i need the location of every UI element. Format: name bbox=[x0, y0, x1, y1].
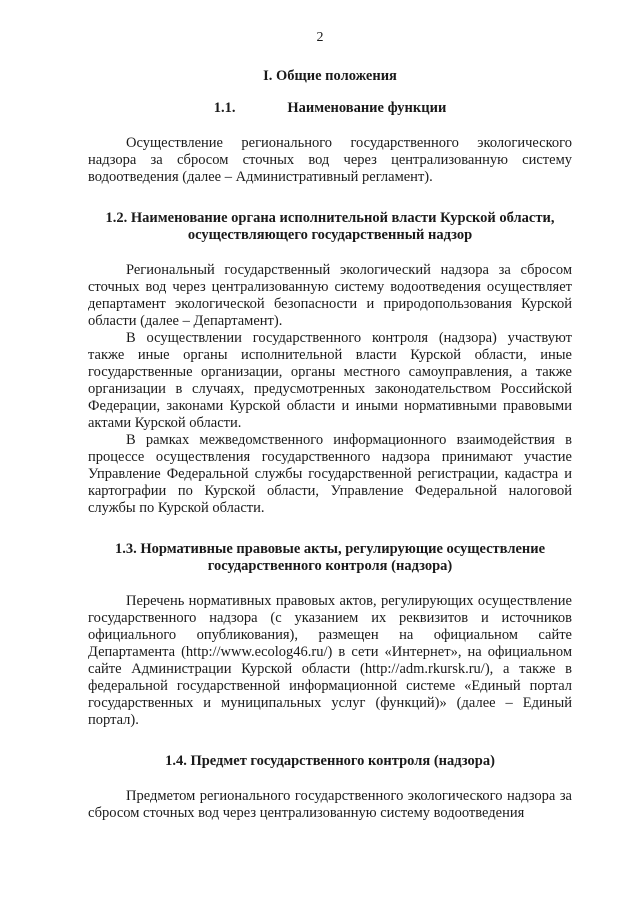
paragraph-1-1-a: Осуществление регионального государственного экологического надзора за сбросом сточных вод через централизованную систему водоотведения (далее – Административный регламент). bbox=[88, 135, 572, 185]
spacer bbox=[88, 186, 572, 210]
heading-1-2: 1.2. Наименование органа исполнительной власти Курской области, осуществляющего государственный надзор bbox=[105, 210, 555, 243]
section-title: I. Общие положения bbox=[263, 68, 397, 84]
heading-1-1-number: 1.1. bbox=[213, 100, 236, 116]
paragraph-1-2-a: Региональный государственный экологический надзора за сбросом сточных вод через централизованную систему водоотведения осуществляет департамент экологической безопасности и природопользования Курской области (далее – Департамент). bbox=[88, 262, 572, 329]
paragraph-1-2-c: В рамках межведомственного информационного взаимодействия в процессе осуществления государственного надзора принимают участие Управление Федеральной службы государственной регистрации, кадастра и картографии по Курской области, Управление Федеральной налоговой службы по Курской области. bbox=[88, 432, 572, 516]
document-body bbox=[88, 68, 572, 822]
heading-1-3: 1.3. Нормативные правовые акты, регулирующие осуществление государственного контроля (надзора) bbox=[114, 541, 546, 574]
heading-1-4: 1.4. Предмет государственного контроля (надзора) bbox=[165, 753, 495, 769]
paragraph-1-2-b: В осуществлении государственного контроля (надзора) участвуют также иные органы исполнительной власти Курской области, иные государственные организации, органы местного самоуправления, а также организации в случаях, предусмотренных законодательством Российской Федерации, законами Курской области и иными нормативными правовыми актами Курской области. bbox=[88, 330, 572, 431]
paragraph-1-4-a: Предметом регионального государственного экологического надзора за сбросом сточных вод через централизованную систему водоотведения bbox=[88, 788, 572, 821]
spacer bbox=[88, 729, 572, 753]
heading-1-1 bbox=[88, 100, 572, 117]
spacer bbox=[88, 517, 572, 541]
paragraph-1-3-a: Перечень нормативных правовых актов, регулирующих осуществление государственного надзора (с указанием их реквизитов и источников официального опубликования), размещен на официальном сайте Департамента (http://www.ecolog46.ru/) в сети «Интернет», на официальном сайте Администрации Курской области (http://adm.rkursk.ru/), а также в федеральной государственной информационной системе «Единый портал государственных и муниципальных услуг (функций)» (далее – Единый портал). bbox=[88, 593, 572, 728]
heading-1-1-text: Наименование функции bbox=[287, 100, 447, 116]
page-number: 2 bbox=[316, 30, 324, 45]
